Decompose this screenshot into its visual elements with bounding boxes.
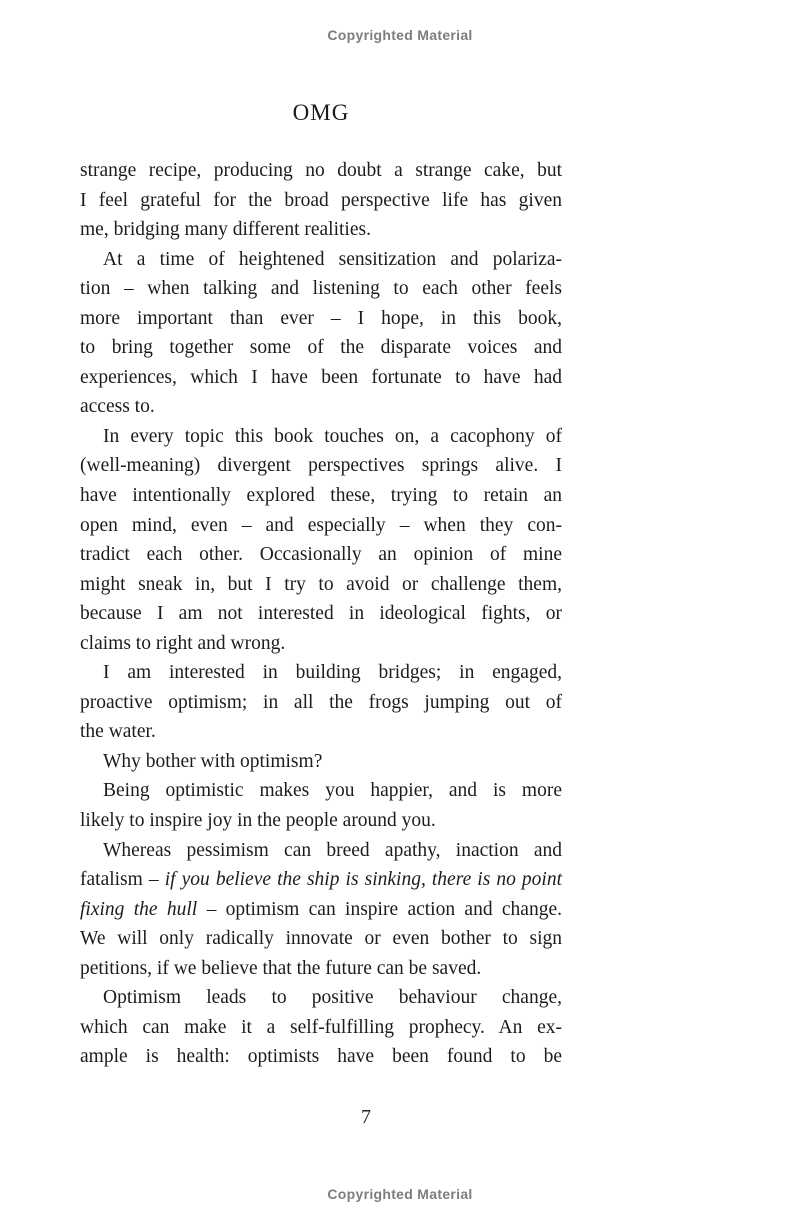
text-line bbox=[80, 304, 562, 334]
text-line bbox=[80, 481, 562, 511]
text-segment: – optimism can inspire action and change. bbox=[197, 898, 562, 920]
text-segment: access to. bbox=[80, 396, 155, 418]
text-segment: Optimism leads to positive behaviour change, bbox=[103, 987, 562, 1009]
text-segment: fatalism – bbox=[80, 869, 165, 891]
text-segment: experiences, which I have been fortunate to have had bbox=[80, 366, 562, 388]
text-segment: tion – when talking and listening to each other feels bbox=[80, 278, 562, 300]
italic-text-segment: if you believe the ship is sinking, there is no point bbox=[164, 869, 562, 891]
text-segment: likely to inspire joy in the people around you. bbox=[80, 810, 436, 832]
text-line bbox=[80, 983, 562, 1013]
text-segment: which can make it a self-fulfilling prophecy. An ex- bbox=[80, 1016, 562, 1038]
text-segment: open mind, even – and especially – when they con- bbox=[80, 514, 562, 536]
text-segment: I feel grateful for the broad perspective life has given bbox=[80, 189, 562, 211]
text-segment: strange recipe, producing no doubt a strange cake, but bbox=[80, 160, 562, 181]
text-line bbox=[80, 865, 562, 895]
text-line bbox=[80, 658, 562, 688]
text-segment: ample is health: optimists have been found to be bbox=[80, 1046, 562, 1068]
copyright-notice-top: Copyrighted Material bbox=[327, 27, 473, 43]
text-segment: proactive optimism; in all the frogs jumping out of bbox=[80, 691, 562, 713]
text-segment: Why bother with optimism? bbox=[103, 750, 323, 772]
text-line bbox=[80, 451, 562, 481]
text-segment: We will only radically innovate or even bother to sign bbox=[80, 928, 562, 950]
text-line bbox=[80, 363, 562, 393]
text-segment: because I am not interested in ideological fights, or bbox=[80, 603, 562, 625]
text-segment: to bring together some of the disparate voices and bbox=[80, 337, 562, 359]
text-line bbox=[80, 806, 562, 836]
text-line bbox=[80, 629, 562, 659]
text-line bbox=[80, 540, 562, 570]
copyright-notice-bottom: Copyrighted Material bbox=[327, 1186, 473, 1202]
text-line bbox=[80, 215, 562, 245]
text-segment: Being optimistic makes you happier, and is more bbox=[103, 780, 562, 802]
text-line bbox=[80, 333, 562, 363]
text-segment: Whereas pessimism can breed apathy, inaction and bbox=[103, 839, 562, 861]
text-line bbox=[80, 954, 562, 984]
text-segment: tradict each other. Occasionally an opinion of mine bbox=[80, 544, 562, 566]
text-segment: At a time of heightened sensitization and polariza- bbox=[103, 248, 562, 270]
text-segment: claims to right and wrong. bbox=[80, 632, 286, 654]
text-segment: I am interested in building bridges; in engaged, bbox=[103, 662, 562, 684]
text-segment: me, bridging many different realities. bbox=[80, 219, 371, 241]
text-line bbox=[80, 776, 562, 806]
text-line bbox=[80, 747, 562, 777]
text-segment: more important than ever – I hope, in this book, bbox=[80, 307, 562, 329]
text-segment: might sneak in, but I try to avoid or challenge them, bbox=[80, 573, 562, 595]
text-segment: have intentionally explored these, trying to retain an bbox=[80, 485, 562, 507]
text-segment: In every topic this book touches on, a cacophony of bbox=[103, 425, 562, 447]
text-segment: the water. bbox=[80, 721, 156, 743]
running-head-title: OMG bbox=[292, 100, 350, 125]
text-line bbox=[80, 924, 562, 954]
text-line bbox=[80, 186, 562, 216]
text-line bbox=[80, 895, 562, 925]
text-line bbox=[80, 511, 562, 541]
text-line bbox=[80, 599, 562, 629]
text-line bbox=[80, 570, 562, 600]
text-segment: (well-meaning) divergent perspectives springs alive. I bbox=[80, 455, 562, 477]
text-line bbox=[80, 245, 562, 275]
text-line bbox=[80, 156, 562, 186]
text-line bbox=[80, 392, 562, 422]
text-segment: petitions, if we believe that the future can be saved. bbox=[80, 957, 482, 979]
body-text bbox=[80, 156, 562, 1072]
page-number: 7 bbox=[361, 1106, 371, 1128]
italic-text-segment: fixing the hull bbox=[80, 898, 198, 920]
text-line bbox=[80, 274, 562, 304]
text-line bbox=[80, 1042, 562, 1072]
text-line bbox=[80, 717, 562, 747]
text-line bbox=[80, 836, 562, 866]
text-line bbox=[80, 422, 562, 452]
text-line bbox=[80, 1013, 562, 1043]
text-line bbox=[80, 688, 562, 718]
